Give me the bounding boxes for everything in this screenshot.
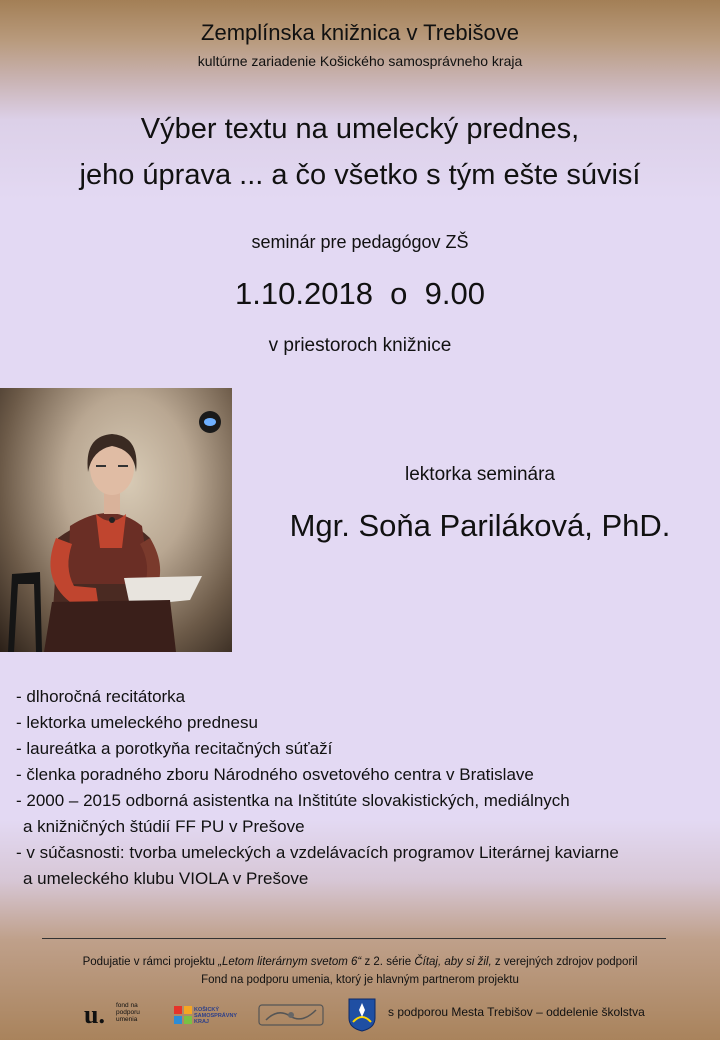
footer-project-name: „Letom literárnym svetom 6“	[218, 956, 362, 968]
footer-funding-mid: z 2. série	[361, 956, 415, 968]
ksk-logo-mark-icon	[174, 1006, 192, 1024]
bio-item: - členka poradného zboru Národného osvetového centra v Bratislave	[16, 765, 534, 784]
seminar-type: seminár pre pedagógov ZŠ	[251, 232, 469, 252]
ksk-logo-text: KOŠICKÝ SAMOSPRÁVNY KRAJ	[194, 1007, 237, 1025]
lecturer-photo	[0, 388, 232, 652]
library-logo-icon	[258, 1004, 324, 1026]
footer-series-name: Čítaj, aby si žil,	[414, 956, 492, 968]
bio-item: - dlhoročná recitátorka	[16, 687, 186, 706]
event-title-line2: jeho úprava ... a čo všetko s tým ešte súvisí	[79, 159, 641, 191]
fpu-logo-text: fond na podporu umenia	[116, 1002, 140, 1023]
bio-item-continuation: a knižničných štúdií FF PU v Prešove	[23, 817, 305, 836]
org-subtitle: kultúrne zariadenie Košického samosprávneho kraja	[197, 53, 523, 69]
support-text: s podporou Mesta Trebišov – oddelenie školstva	[388, 1005, 645, 1019]
bio-item: - 2000 – 2015 odborná asistentka na Inštitúte slovakistických, mediálnych	[16, 791, 570, 810]
lecturer-name: Mgr. Soňa Pariláková, PhD.	[289, 508, 671, 543]
lecturer-label: lektorka seminára	[405, 464, 555, 485]
trebisov-coat-of-arms-icon	[348, 998, 376, 1032]
footer-funding-pre: Podujatie v rámci projektu	[82, 956, 219, 968]
footer-funding-line	[0, 956, 720, 968]
org-name: Zemplínska knižnica v Trebišove	[201, 20, 519, 45]
bio-item: - laureátka a porotkyňa recitačných súťaží	[16, 739, 333, 758]
footer-funding-post: z verejných zdrojov podporil	[491, 956, 638, 968]
lecturer-bio-list	[16, 684, 716, 892]
bio-item: - lektorka umeleckého prednesu	[16, 713, 258, 732]
event-date-time: 1.10.2018 o 9.00	[235, 276, 485, 311]
footer-divider	[42, 938, 666, 939]
footer-partner-line: Fond na podporu umenia, ktorý je hlavným partnerom projektu	[201, 974, 519, 986]
bio-item: - v súčasnosti: tvorba umeleckých a vzdelávacích programov Literárnej kaviarne	[16, 843, 619, 862]
bio-item-continuation: a umeleckého klubu VIOLA v Prešove	[23, 869, 309, 888]
event-venue: v priestoroch knižnice	[268, 335, 452, 356]
spotlight-icon	[199, 411, 221, 433]
fpu-logo: u.	[84, 1000, 105, 1029]
event-title-line1: Výber textu na umelecký prednes,	[140, 113, 580, 145]
